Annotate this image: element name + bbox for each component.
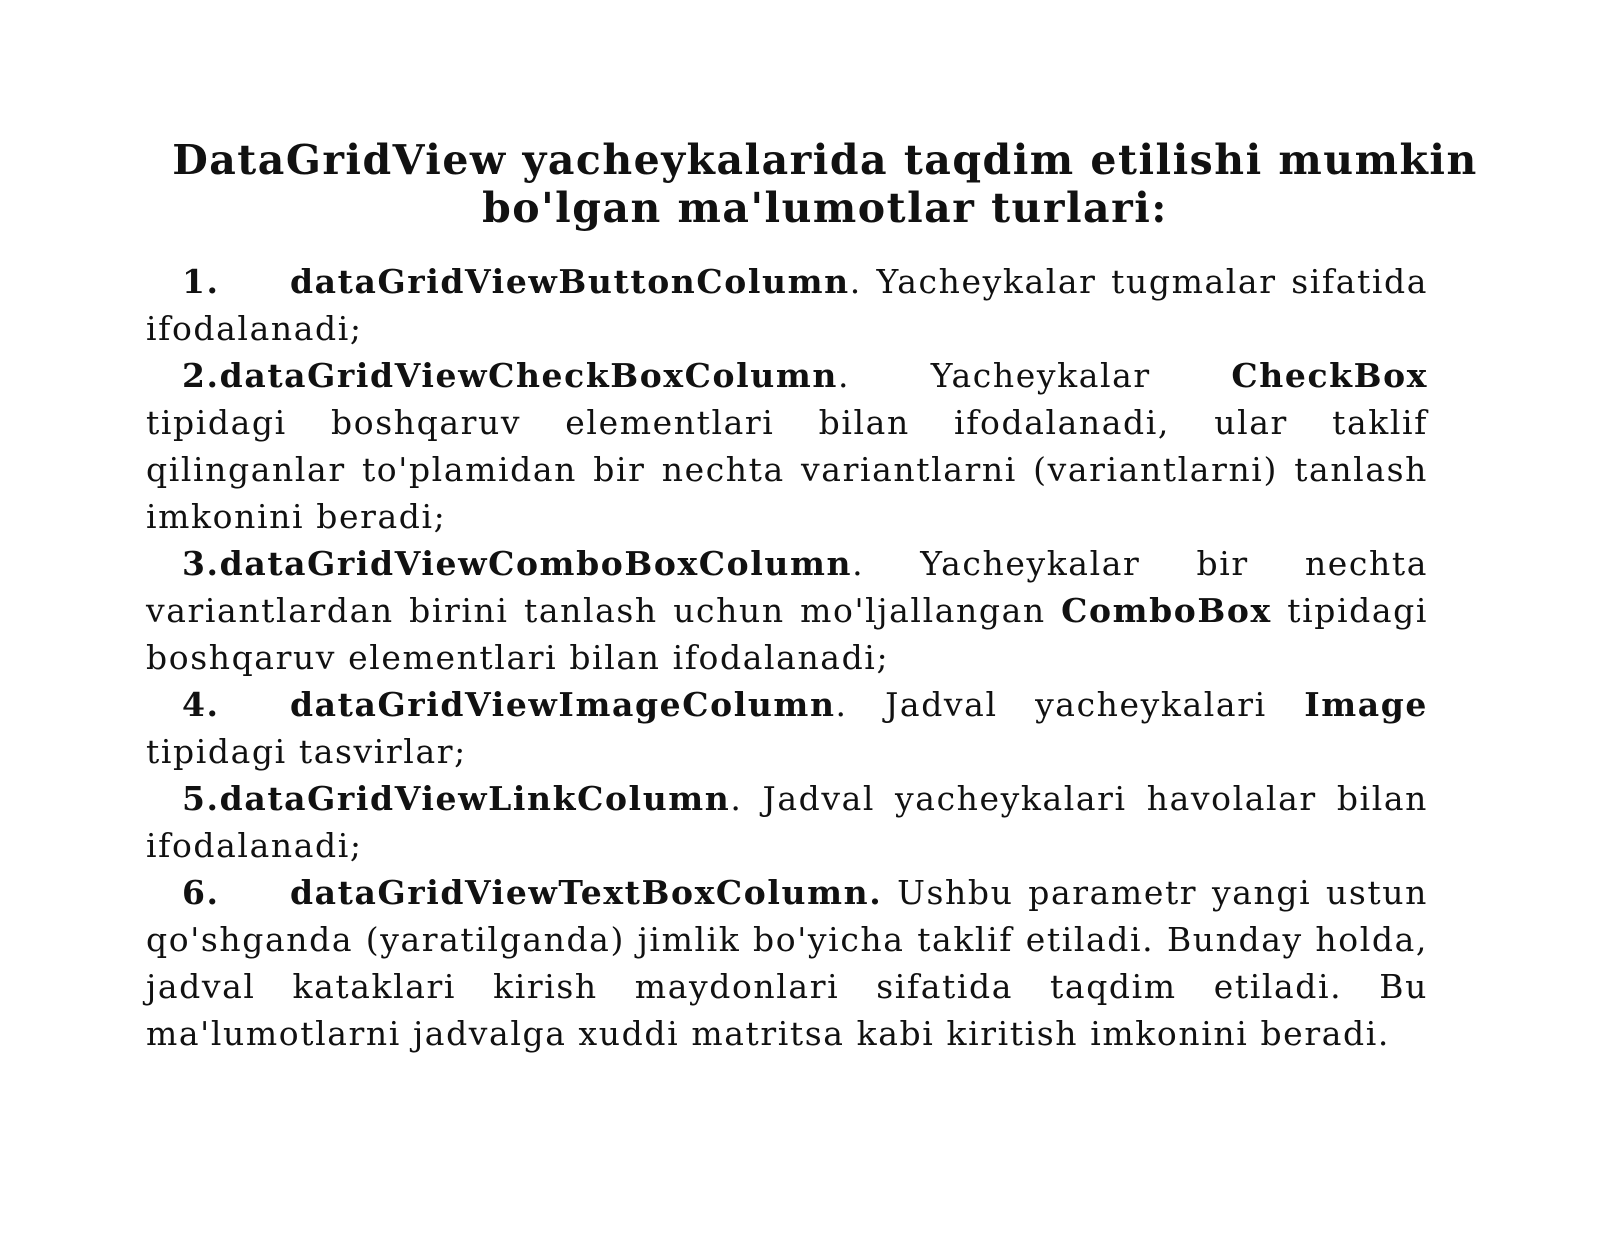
slide-title (140, 136, 1510, 232)
item-term: dataGridViewComboBoxColumn (219, 544, 853, 583)
item-text: tipidagi boshqaruv elementlari bilan ifodalanadi; (146, 591, 1428, 677)
item-text: tipidagi tasvirlar; (146, 732, 467, 771)
list-item-2 (146, 352, 1428, 540)
item-number: 5. (182, 779, 220, 818)
item-term: dataGridViewCheckBoxColumn (219, 356, 838, 395)
item-keyword: Image (1304, 685, 1428, 724)
item-term: dataGridViewImageColumn (290, 685, 836, 724)
item-number: 2. (182, 356, 220, 395)
item-number: 1. (182, 262, 220, 301)
item-text: Ushbu parametr yangi ustun qo'shganda (yaratilganda) jimlik bo'yicha taklif etiladi. Bunday holda, jadval kataklari kirish maydonlari sifatida taqdim etiladi. Bu ma'lumotlarni jadvalga xuddi matritsa kabi kiritish imkonini beradi. (146, 873, 1428, 1053)
item-text: tipidagi boshqaruv elementlari bilan ifodalanadi, ular taklif qilinganlar to'plamidan bir nechta variantlarni (variantlarni) tanlash imkonini beradi; (146, 403, 1428, 536)
item-keyword: CheckBox (1231, 356, 1428, 395)
item-text: . Jadval yacheykalari havolalar bilan ifodalanadi; (146, 779, 1428, 865)
title-line-2: bo'lgan ma'lumotlar turlari: (482, 184, 1168, 232)
list-item-1 (146, 258, 1428, 352)
item-number: 6. (182, 873, 220, 912)
list-item-5 (146, 775, 1428, 869)
item-text: . Yacheykalar bir nechta variantlardan birini tanlash uchun mo'ljallangan (146, 544, 1428, 630)
item-term: dataGridViewLinkColumn (219, 779, 731, 818)
item-term: dataGridViewTextBoxColumn. (290, 873, 883, 912)
item-term: dataGridViewButtonColumn (290, 262, 850, 301)
list-item-6 (146, 869, 1428, 1057)
title-line-1: DataGridView yacheykalarida taqdim etilishi mumkin (172, 136, 1478, 184)
item-text: . Jadval yacheykalari (835, 685, 1305, 724)
slide-body (146, 258, 1428, 1057)
item-text: . Yacheykalar (837, 356, 1232, 395)
item-keyword: ComboBox (1061, 591, 1272, 630)
item-number: 3. (182, 544, 220, 583)
list-item-3 (146, 540, 1428, 681)
item-number: 4. (182, 685, 220, 724)
list-item-4 (146, 681, 1428, 775)
item-text: . Yacheykalar tugmalar sifatida ifodalanadi; (146, 262, 1428, 348)
